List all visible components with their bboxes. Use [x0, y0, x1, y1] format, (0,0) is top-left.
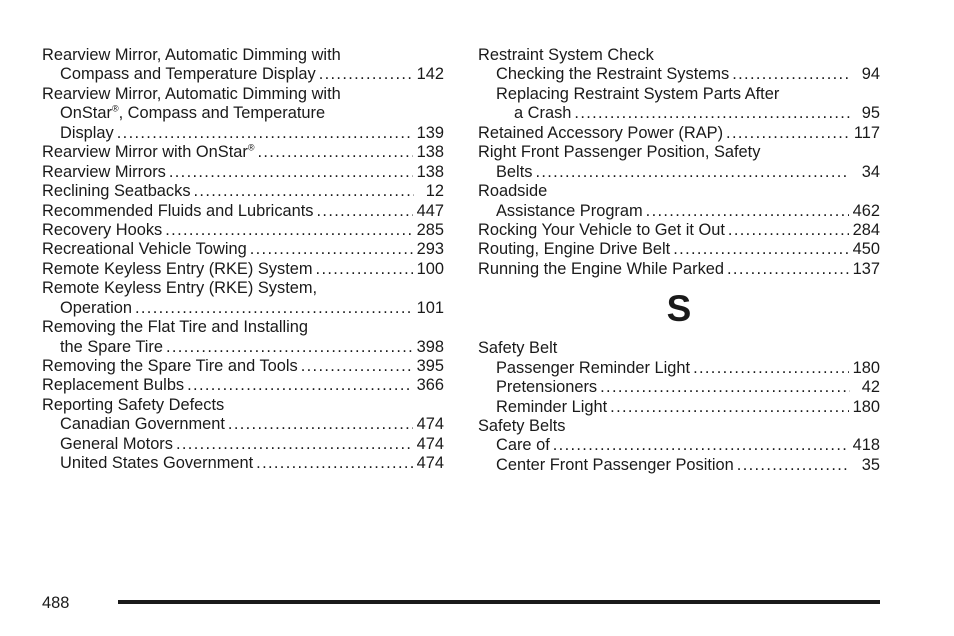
index-entry — [478, 260, 880, 279]
registered-mark: ® — [247, 142, 255, 153]
entry-text: General Motors — [60, 434, 173, 453]
index-entry — [42, 396, 444, 415]
entry-text: Rearview Mirror, Automatic Dimming with — [42, 84, 341, 103]
index-subentry — [478, 359, 880, 378]
entry-text: Recovery Hooks — [42, 220, 163, 239]
entry-text: Removing the Spare Tire and Tools — [42, 357, 298, 375]
index-entry — [42, 318, 444, 337]
entry-text: Rearview Mirror with OnStar® — [42, 142, 255, 162]
index-subentry — [42, 299, 444, 318]
entry-text: Reporting Safety Defects — [42, 395, 225, 414]
section-letter: S — [666, 288, 692, 330]
index-subentry — [478, 398, 880, 417]
page-ref: 100 — [416, 259, 444, 278]
entry-text: Canadian Government — [60, 415, 225, 434]
index-subentry — [478, 202, 880, 221]
dot-leader — [165, 221, 412, 240]
index-subentry — [42, 435, 444, 454]
entry-text: Remote Keyless Entry (RKE) System, — [42, 279, 318, 298]
dot-leader — [600, 378, 850, 397]
entry-text: Remote Keyless Entry (RKE) System — [42, 259, 313, 278]
page-ref: 94 — [861, 65, 880, 84]
dot-leader — [728, 221, 849, 240]
dot-leader — [317, 202, 413, 221]
entry-text: Display — [60, 123, 114, 142]
dot-leader — [256, 454, 412, 473]
page-ref: 35 — [861, 455, 880, 474]
page-ref: 474 — [416, 415, 444, 434]
entry-text: Care of — [496, 436, 550, 455]
index-entry — [42, 46, 444, 65]
entry-text: Pretensioners — [496, 378, 598, 397]
entry-text: Belts — [496, 162, 533, 181]
index-entry — [478, 124, 880, 143]
index-entry — [42, 85, 444, 104]
page-ref: 450 — [852, 240, 880, 259]
entry-text: Recreational Vehicle Towing — [42, 240, 247, 259]
index-subentry — [478, 104, 880, 123]
page-ref: 398 — [416, 337, 444, 356]
dot-leader — [535, 163, 850, 182]
page-ref: 293 — [416, 240, 444, 259]
index-entry — [42, 202, 444, 221]
entry-text: Replacement Bulbs — [42, 376, 185, 395]
dot-leader — [228, 415, 413, 434]
dot-leader — [194, 182, 414, 201]
entry-text: Removing the Flat Tire and Installing — [42, 318, 309, 337]
entry-text: Restraint System Check — [478, 46, 654, 64]
index-entry — [478, 46, 880, 65]
page-ref: 447 — [416, 201, 444, 220]
entry-text: Reclining Seatbacks — [42, 182, 191, 201]
dot-leader — [553, 436, 849, 455]
dot-leader — [166, 338, 413, 357]
entry-text: OnStar®, Compass and Temperature — [60, 103, 326, 123]
entry-text: a Crash — [514, 104, 572, 123]
page-ref: 474 — [416, 454, 444, 473]
dot-leader — [316, 260, 413, 279]
dot-leader — [301, 357, 413, 376]
page-ref: 139 — [416, 123, 444, 142]
dot-leader — [169, 163, 413, 182]
index-subentry — [478, 65, 880, 84]
dot-leader — [610, 398, 848, 417]
dot-leader — [135, 299, 413, 318]
index-entry — [42, 279, 444, 298]
dot-leader — [646, 202, 849, 221]
dot-leader — [726, 124, 850, 143]
index-entry — [42, 240, 444, 259]
index-entry — [42, 260, 444, 279]
page-ref: 34 — [861, 162, 880, 181]
entry-text: Routing, Engine Drive Belt — [478, 240, 671, 259]
page-ref: 474 — [416, 434, 444, 453]
entry-text: Center Front Passenger Position — [496, 455, 734, 474]
page-ref: 95 — [861, 104, 880, 123]
index-entry — [478, 240, 880, 259]
dot-leader — [257, 143, 412, 162]
page-ref: 142 — [416, 65, 444, 84]
entry-text: Running the Engine While Parked — [478, 259, 725, 278]
page-ref: 101 — [416, 298, 444, 317]
index-subentry — [42, 338, 444, 357]
index-subentry — [42, 65, 444, 84]
index-entry — [478, 143, 880, 162]
entry-text: Operation — [60, 298, 132, 317]
page-ref: 462 — [852, 201, 880, 220]
entry-text: Safety Belt — [478, 339, 558, 358]
index-subentry — [42, 104, 444, 123]
dot-leader — [187, 376, 413, 395]
index-column-left — [42, 46, 444, 474]
index-entry — [478, 182, 880, 201]
page-ref: 117 — [853, 123, 880, 142]
page-number: 488 — [42, 594, 70, 612]
index-entry — [42, 163, 444, 182]
page-ref: 42 — [861, 378, 880, 397]
page-ref: 395 — [416, 357, 444, 375]
page-ref: 285 — [416, 220, 444, 239]
dot-leader — [250, 240, 413, 259]
page-ref: 137 — [852, 259, 880, 278]
index-subentry — [478, 378, 880, 397]
index-entry — [42, 221, 444, 240]
entry-text: Retained Accessory Power (RAP) — [478, 123, 724, 142]
page-ref: 180 — [852, 397, 880, 416]
index-subentry — [478, 456, 880, 475]
dot-leader — [727, 260, 849, 279]
entry-text: Compass and Temperature Display — [60, 65, 316, 84]
dot-leader — [737, 456, 850, 475]
entry-text: Safety Belts — [478, 417, 566, 435]
entry-text: Checking the Restraint Systems — [496, 65, 730, 84]
entry-text: Replacing Restraint System Parts After — [496, 84, 780, 103]
dot-leader — [574, 104, 850, 123]
registered-mark: ® — [111, 103, 119, 114]
entry-text: Rearview Mirrors — [42, 162, 166, 181]
index-subentry — [42, 415, 444, 434]
index-entry — [478, 339, 880, 358]
entry-text: Reminder Light — [496, 397, 608, 416]
entry-text: Right Front Passenger Position, Safety — [478, 143, 761, 162]
entry-text: United States Government — [60, 454, 254, 473]
footer-rule — [118, 600, 880, 604]
index-column-right — [478, 46, 880, 475]
dot-leader — [117, 124, 413, 143]
index-entry — [478, 417, 880, 436]
page-ref: 418 — [852, 436, 880, 455]
entry-text: Roadside — [478, 182, 548, 201]
index-entry — [42, 376, 444, 395]
index-entry — [478, 221, 880, 240]
index-subentry — [42, 124, 444, 143]
entry-text: Recommended Fluids and Lubricants — [42, 201, 314, 220]
entry-text: the Spare Tire — [60, 337, 163, 356]
dot-leader — [176, 435, 413, 454]
index-entry — [42, 143, 444, 162]
page-ref: 12 — [425, 182, 444, 201]
index-entry — [42, 182, 444, 201]
index-subentry — [478, 163, 880, 182]
index-subentry — [478, 436, 880, 455]
dot-leader — [673, 240, 848, 259]
index-subentry — [478, 85, 880, 104]
entry-text: Rocking Your Vehicle to Get it Out — [478, 220, 725, 239]
page-ref: 138 — [416, 162, 444, 181]
page-ref: 284 — [852, 220, 880, 239]
dot-leader — [732, 65, 850, 84]
dot-leader — [693, 359, 849, 378]
entry-text: Rearview Mirror, Automatic Dimming with — [42, 46, 341, 64]
dot-leader — [319, 65, 413, 84]
page-ref: 180 — [852, 358, 880, 377]
entry-text: Assistance Program — [496, 201, 643, 220]
page-ref: 138 — [416, 143, 444, 162]
entry-text: Passenger Reminder Light — [496, 358, 691, 377]
index-entry — [42, 357, 444, 376]
index-subentry — [42, 454, 444, 473]
page-ref: 366 — [416, 376, 444, 395]
